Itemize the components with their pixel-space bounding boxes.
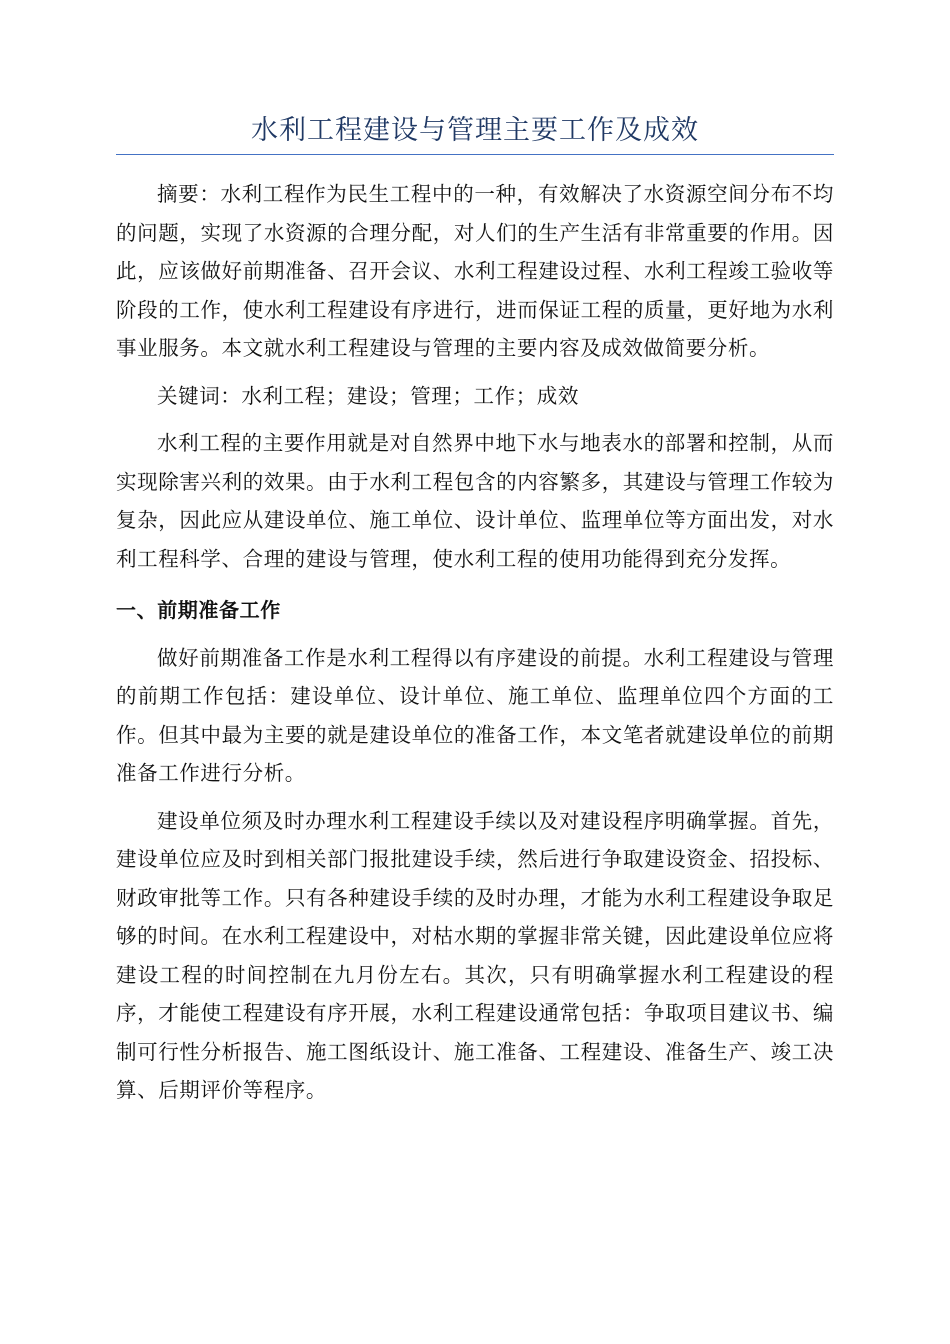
- section1-paragraph-1: 做好前期准备工作是水利工程得以有序建设的前提。水利工程建设与管理的前期工作包括：建设单位、设计单位、施工单位、监理单位四个方面的工作。但其中最为主要的就是建设单位的准备工作，本文笔者就建设单位的前期准备工作进行分析。: [116, 645, 834, 785]
- section-heading-1: 一、前期准备工作: [116, 598, 281, 622]
- keywords-paragraph: 关键词：水利工程；建设；管理；工作；成效: [157, 383, 579, 408]
- section1-paragraph-2: 建设单位须及时办理水利工程建设手续以及对建设程序明确掌握。首先，建设单位应及时到相关部门报批建设手续，然后进行争取建设资金、招投标、财政审批等工作。只有各种建设手续的及时办理，才能为水利工程建设争取足够的时间。在水利工程建设中，对枯水期的掌握非常关键，因此建设单位应将建设工程的时间控制在九月份左右。其次，只有明确掌握水利工程建设的程序，才能使工程建设有序开展，水利工程建设通常包括：争取项目建议书、编制可行性分析报告、施工图纸设计、施工准备、工程建设、准备生产、竣工决算、后期评价等程序。: [116, 808, 834, 1102]
- abstract-paragraph: 摘要：水利工程作为民生工程中的一种，有效解决了水资源空间分布不均的问题，实现了水资源的合理分配，对人们的生产生活有非常重要的作用。因此，应该做好前期准备、召开会议、水利工程建设过程、水利工程竣工验收等阶段的工作，使水利工程建设有序进行，进而保证工程的质量，更好地为水利事业服务。本文就水利工程建设与管理的主要内容及成效做简要分析。: [116, 182, 834, 360]
- intro-paragraph: 水利工程的主要作用就是对自然界中地下水与地表水的部署和控制，从而实现除害兴利的效果。由于水利工程包含的内容繁多，其建设与管理工作较为复杂，因此应从建设单位、施工单位、设计单位、监理单位等方面出发，对水利工程科学、合理的建设与管理，使水利工程的使用功能得到充分发挥。: [116, 431, 834, 571]
- document-page: [116, 0, 834, 1110]
- title-underline: [116, 154, 834, 155]
- document-title: 水利工程建设与管理主要工作及成效: [251, 115, 699, 146]
